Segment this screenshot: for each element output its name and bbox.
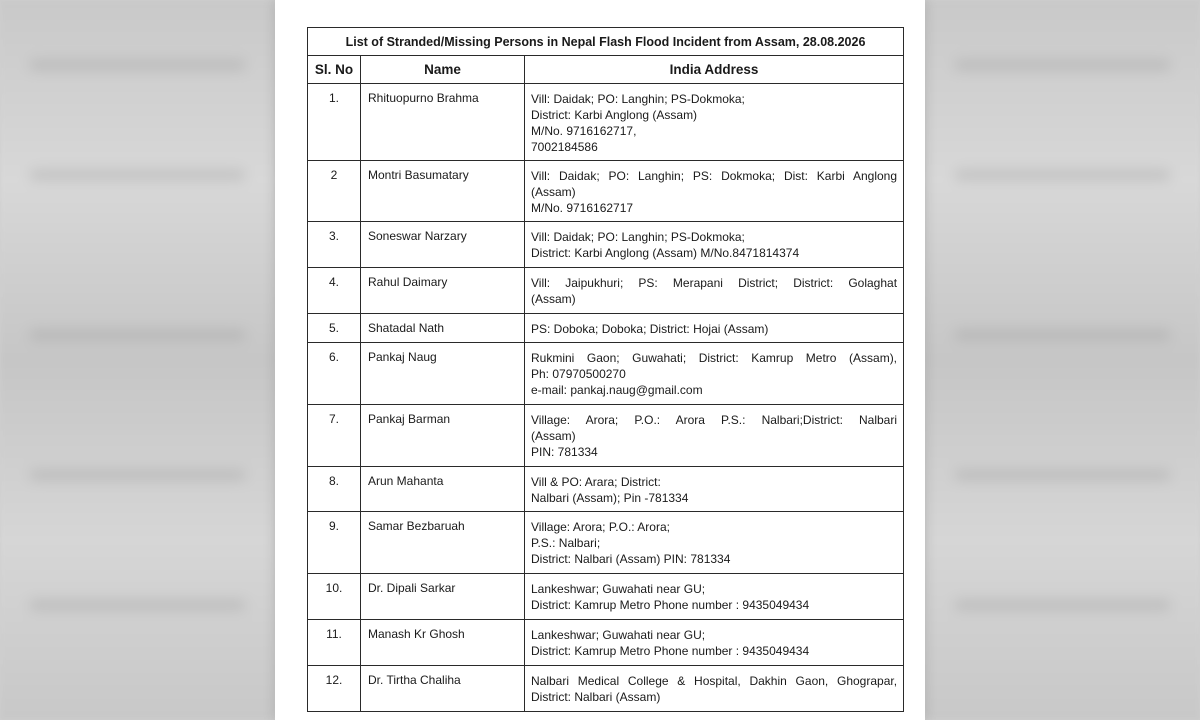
address-line: 7002184586: [531, 140, 598, 154]
row-name-text: Shatadal Nath: [368, 321, 445, 335]
row-address: [525, 467, 904, 512]
row-address: [525, 268, 904, 314]
row-name: [361, 268, 525, 314]
document-title: List of Stranded/Missing Persons in Nepal Flash Flood Incident from Assam, 28.08.2026: [308, 28, 904, 56]
row-sl-no-text: 7.: [328, 412, 339, 426]
row-name-text: Dr. Tirtha Chaliha: [368, 673, 461, 687]
row-sl-no-text: 8.: [328, 474, 339, 488]
address-line: Lankeshwar; Guwahati near GU;: [531, 628, 706, 642]
row-address: [525, 512, 904, 574]
row-name: [361, 666, 525, 712]
address-line: District: Nalbari (Assam) PIN: 781334: [531, 552, 731, 566]
row-name: [361, 467, 525, 512]
row-sl-no: [308, 314, 361, 343]
row-address: [525, 84, 904, 161]
row-address: [525, 314, 904, 343]
row-name-text: Arun Mahanta: [368, 474, 444, 488]
row-name: [361, 84, 525, 161]
row-name: [361, 512, 525, 574]
row-sl-no-text: 11.: [326, 627, 342, 641]
row-name-text: Pankaj Naug: [368, 350, 437, 364]
address-line: Nalbari Medical College & Hospital, Dakhin Gaon, Ghograpar,: [531, 674, 898, 688]
row-address: [525, 620, 904, 666]
header-name: Name: [361, 56, 525, 84]
row-sl-no-text: 5.: [328, 321, 339, 335]
header-sl-no: Sl. No: [308, 56, 361, 84]
row-name-text: Rhituopurno Brahma: [368, 91, 479, 105]
address-line: Vill: Daidak; PO: Langhin; PS-Dokmoka;: [531, 92, 745, 106]
address-line: P.S.: Nalbari;: [531, 536, 601, 550]
table-row: [308, 314, 904, 343]
blurred-background-left: [0, 0, 275, 720]
address-line: M/No. 9716162717,: [531, 124, 637, 138]
row-sl-no: [308, 268, 361, 314]
address-line: Ph: 07970500270: [531, 367, 626, 381]
row-sl-no: [308, 620, 361, 666]
header-india-address: India Address: [525, 56, 904, 84]
address-line: PS: Doboka; Doboka; District: Hojai (Assam): [531, 322, 769, 336]
address-line: Nalbari (Assam); Pin -781334: [531, 491, 689, 505]
row-name-text: Manash Kr Ghosh: [368, 627, 465, 641]
row-sl-no: [308, 574, 361, 620]
row-name-text: Soneswar Narzary: [368, 229, 467, 243]
row-sl-no: [308, 512, 361, 574]
address-line: Lankeshwar; Guwahati near GU;: [531, 582, 706, 596]
row-address: [525, 574, 904, 620]
row-sl-no-text: 3.: [328, 229, 339, 243]
row-name: [361, 574, 525, 620]
row-sl-no-text: 10.: [325, 581, 343, 595]
address-line: Village: Arora; P.O.: Arora P.S.: Nalbari;District: Nalbari: [531, 413, 898, 427]
row-sl-no-text: 2: [330, 168, 338, 182]
row-address: [525, 222, 904, 268]
row-address: [525, 161, 904, 222]
row-name-text: Pankaj Barman: [368, 412, 451, 426]
address-line: Rukmini Gaon; Guwahati; District: Kamrup Metro (Assam),: [531, 351, 898, 365]
row-name: [361, 405, 525, 467]
row-sl-no-text: 12.: [325, 673, 343, 687]
address-line: District: Karbi Anglong (Assam): [531, 108, 698, 122]
address-line: M/No. 9716162717: [531, 201, 634, 215]
row-sl-no-text: 6.: [328, 350, 339, 364]
row-sl-no-text: 1.: [328, 91, 339, 105]
table-row: [308, 512, 904, 574]
row-name-text: Montri Basumatary: [368, 168, 469, 182]
table-row: [308, 620, 904, 666]
address-line: Vill: Jaipukhuri; PS: Merapani District; District: Golaghat: [531, 276, 898, 290]
table-row: [308, 268, 904, 314]
row-sl-no: [308, 405, 361, 467]
table-body: [308, 84, 904, 712]
address-line: District: Nalbari (Assam): [531, 690, 661, 704]
row-sl-no: [308, 84, 361, 161]
row-name: [361, 343, 525, 405]
address-line: District: Kamrup Metro Phone number : 9435049434: [531, 644, 810, 658]
table-row: [308, 666, 904, 712]
address-line: Vill: Daidak; PO: Langhin; PS: Dokmoka; Dist: Karbi Anglong: [531, 169, 898, 183]
address-line: Village: Arora; P.O.: Arora;: [531, 520, 670, 534]
address-line: Vill & PO: Arara; District:: [531, 475, 661, 489]
table-row: [308, 222, 904, 268]
address-line: (Assam): [531, 185, 576, 199]
blurred-background-right: [925, 0, 1200, 720]
table-row: [308, 161, 904, 222]
missing-persons-table: [307, 27, 904, 712]
row-name-text: Samar Bezbaruah: [368, 519, 465, 533]
row-sl-no: [308, 467, 361, 512]
row-sl-no-text: 9.: [328, 519, 339, 533]
address-line: e-mail: pankaj.naug@gmail.com: [531, 383, 703, 397]
address-line: (Assam): [531, 429, 576, 443]
row-name: [361, 620, 525, 666]
row-name-text: Dr. Dipali Sarkar: [368, 581, 456, 595]
address-line: Vill: Daidak; PO: Langhin; PS-Dokmoka;: [531, 230, 745, 244]
row-address: [525, 343, 904, 405]
row-name: [361, 222, 525, 268]
address-line: (Assam): [531, 292, 576, 306]
row-name: [361, 161, 525, 222]
row-address: [525, 405, 904, 467]
row-name-text: Rahul Daimary: [368, 275, 448, 289]
table-header-row: [308, 56, 904, 84]
address-line: PIN: 781334: [531, 445, 598, 459]
address-line: District: Karbi Anglong (Assam) M/No.8471814374: [531, 246, 800, 260]
table-row: [308, 84, 904, 161]
table-row: [308, 574, 904, 620]
row-sl-no: [308, 343, 361, 405]
row-name: [361, 314, 525, 343]
row-address: [525, 666, 904, 712]
row-sl-no: [308, 161, 361, 222]
address-line: District: Kamrup Metro Phone number : 9435049434: [531, 598, 810, 612]
table-row: [308, 467, 904, 512]
row-sl-no: [308, 222, 361, 268]
row-sl-no-text: 4.: [328, 275, 339, 289]
row-sl-no: [308, 666, 361, 712]
table-row: [308, 343, 904, 405]
table-row: [308, 405, 904, 467]
